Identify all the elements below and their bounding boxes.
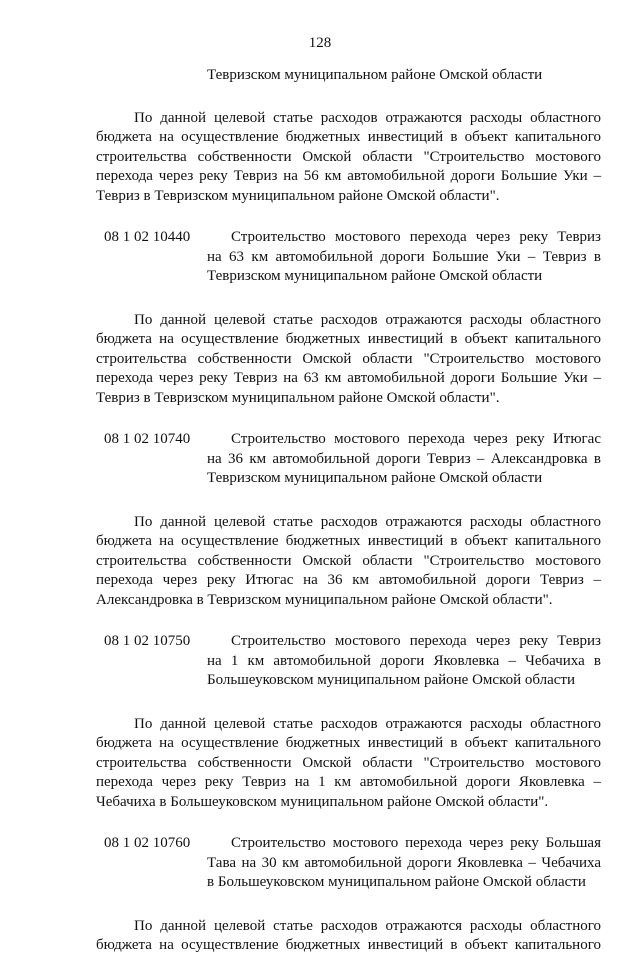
paragraph-line: Александровка в Тевризском муниципальном районе Омской области". <box>96 591 553 608</box>
paragraph-line: бюджета на осуществление бюджетных инвестиций в объект капитального <box>96 735 601 751</box>
entry-code: 08 1 02 10440 <box>104 229 191 245</box>
entry-title-line: Строительство мостового перехода через реку Итюгас <box>231 431 601 447</box>
entry-title-line: на 63 км автомобильной дороги Большие Уки – Тевриз в <box>207 248 601 265</box>
entry-title-line: Тевризском муниципальном районе Омской области <box>207 470 543 486</box>
paragraph-line: По данной целевой статье расходов отражаются расходы областного <box>134 513 601 530</box>
paragraph-line: Тевриз в Тевризском муниципальном районе Омской области". <box>96 389 500 406</box>
entry-title-line: Тава на 30 км автомобильной дороги Яковлевка – Чебачиха <box>207 854 601 871</box>
continuation-line: Тевризском муниципальном районе Омской области <box>207 67 543 83</box>
entry-code: 08 1 02 10740 <box>104 431 191 447</box>
entry-title-line: на 36 км автомобильной дороги Тевриз – Александровка в <box>207 450 601 467</box>
page-number: 128 <box>308 35 332 51</box>
entry-title-line: Строительство мостового перехода через реку Тевриз <box>231 633 601 649</box>
entry-title <box>207 632 601 691</box>
paragraph <box>96 917 601 956</box>
paragraph-line: бюджета на осуществление бюджетных инвестиций в объект капитального <box>96 331 601 347</box>
paragraph-line: перехода через реку Итюгас на 36 км автомобильной дороги Тевриз – <box>96 572 601 588</box>
entry-title <box>207 228 601 287</box>
paragraph <box>96 311 601 409</box>
paragraph <box>96 715 601 813</box>
entry-title-line: Строительство мостового перехода через реку Тевриз <box>231 229 601 245</box>
paragraph <box>96 513 601 611</box>
entry-title-line: Тевризском муниципальном районе Омской области <box>207 268 543 284</box>
paragraph-line: Тевриз в Тевризском муниципальном районе Омской области". <box>96 187 500 204</box>
paragraph-line: перехода через реку Тевриз на 56 км автомобильной дороги Большие Уки – <box>96 168 601 184</box>
paragraph-line: По данной целевой статье расходов отражаются расходы областного <box>134 917 601 934</box>
entry-title-line: Большеуковском муниципальном районе Омской области <box>207 672 576 688</box>
paragraph-line: строительства собственности Омской области "Строительство мостового <box>96 754 601 771</box>
paragraph-line: перехода через реку Тевриз на 63 км автомобильной дороги Большие Уки – <box>96 370 601 386</box>
paragraph <box>96 109 601 207</box>
entry-title-line: на 1 км автомобильной дороги Яковлевка – Чебачиха в <box>207 652 601 669</box>
entry-title-line: Строительство мостового перехода через реку Большая <box>231 835 601 851</box>
paragraph-line: строительства собственности Омской области "Строительство мостового <box>96 148 601 165</box>
paragraph-line: перехода через реку Тевриз на 1 км автомобильной дороги Яковлевка – <box>96 774 601 790</box>
paragraph-line: бюджета на осуществление бюджетных инвестиций в объект капитального <box>96 129 601 145</box>
entry-code: 08 1 02 10750 <box>104 633 191 649</box>
paragraph-line: строительства собственности Омской области "Строительство мостового <box>96 552 601 569</box>
paragraph-line: строительства собственности Омской области "Строительство мостового <box>96 350 601 367</box>
paragraph-line: По данной целевой статье расходов отражаются расходы областного <box>134 311 601 328</box>
blocks-container <box>96 109 601 956</box>
budget-entry <box>96 430 601 489</box>
document-body <box>96 66 601 978</box>
budget-entry <box>96 632 601 691</box>
paragraph-line: бюджета на осуществление бюджетных инвестиций в объект капитального <box>96 937 601 953</box>
paragraph-line: бюджета на осуществление бюджетных инвестиций в объект капитального <box>96 533 601 549</box>
paragraph-line: Чебачиха в Большеуковском муниципальном районе Омской области". <box>96 793 549 810</box>
budget-entry <box>96 228 601 287</box>
entry-title-line: в Большеуковском муниципальном районе Омской области <box>207 874 586 890</box>
paragraph-line: По данной целевой статье расходов отражаются расходы областного <box>134 109 601 126</box>
entry-title <box>207 430 601 489</box>
entry-title <box>207 834 601 893</box>
paragraph-line: По данной целевой статье расходов отражаются расходы областного <box>134 715 601 732</box>
budget-entry <box>96 834 601 893</box>
entry-code: 08 1 02 10760 <box>104 835 191 851</box>
